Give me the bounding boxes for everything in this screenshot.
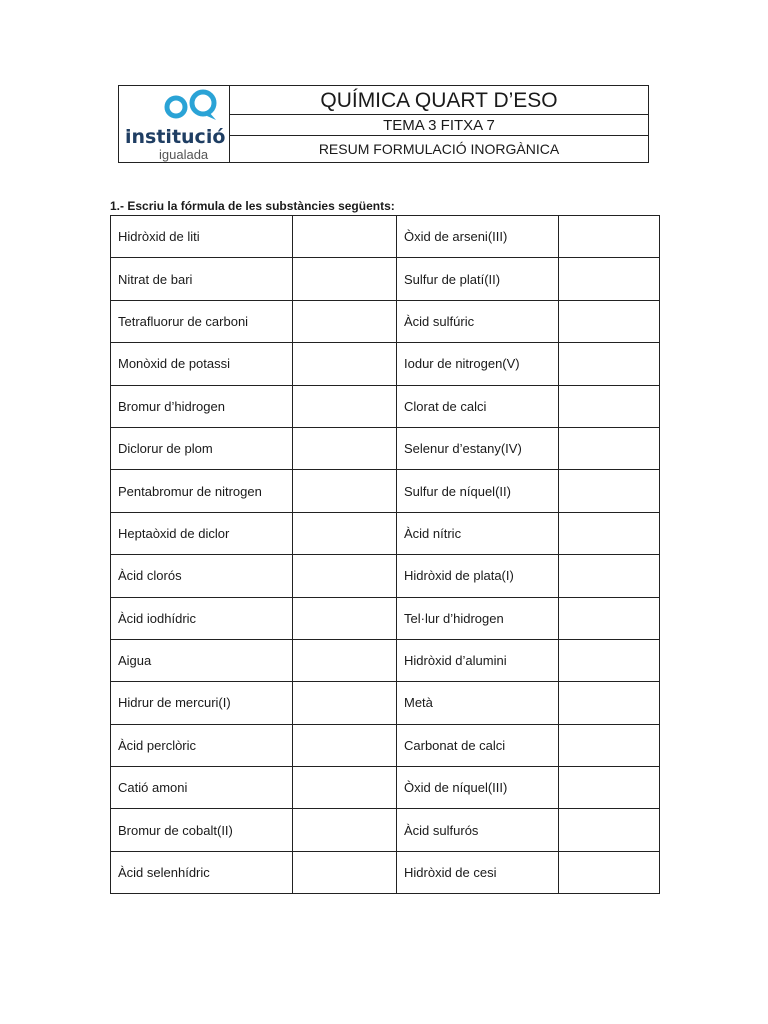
- substance-name-right: Iodur de nitrogen(V): [397, 343, 559, 385]
- document-title: QUÍMICA QUART D’ESO: [230, 86, 648, 115]
- table-row: [111, 555, 660, 597]
- substance-name-left: Hidrur de mercuri(I): [111, 682, 293, 724]
- substance-name-right: Òxid de arseni(III): [397, 216, 559, 258]
- substance-name-left: Hidròxid de liti: [111, 216, 293, 258]
- substance-name-left: Àcid iodhídric: [111, 597, 293, 639]
- title-block: [230, 86, 648, 162]
- formula-table: [110, 215, 660, 894]
- substance-name-right: Hidròxid d’alumini: [397, 639, 559, 681]
- question-text: 1.- Escriu la fórmula de les substàncies següents:: [110, 199, 395, 213]
- substance-name-left: Aigua: [111, 639, 293, 681]
- substance-name-right: Àcid sulfurós: [397, 809, 559, 851]
- document-topic: RESUM FORMULACIÓ INORGÀNICA: [318, 141, 560, 157]
- substance-name-right: Tel·lur d’hidrogen: [397, 597, 559, 639]
- formula-answer-right[interactable]: [559, 258, 660, 300]
- logo-wordmark: institució: [125, 126, 226, 148]
- formula-answer-left[interactable]: [293, 767, 397, 809]
- substance-name-left: Nitrat de bari: [111, 258, 293, 300]
- substance-name-left: Àcid selenhídric: [111, 851, 293, 893]
- formula-answer-right[interactable]: [559, 216, 660, 258]
- formula-answer-left[interactable]: [293, 682, 397, 724]
- table-row: [111, 682, 660, 724]
- table-row: [111, 597, 660, 639]
- substance-name-right: Sulfur de platí(II): [397, 258, 559, 300]
- formula-answer-right[interactable]: [559, 682, 660, 724]
- formula-answer-right[interactable]: [559, 851, 660, 893]
- formula-answer-left[interactable]: [293, 809, 397, 851]
- formula-answer-right[interactable]: [559, 555, 660, 597]
- logo: [119, 86, 230, 162]
- substance-name-left: Diclorur de plom: [111, 427, 293, 469]
- substance-name-right: Òxid de níquel(III): [397, 767, 559, 809]
- table-row: [111, 470, 660, 512]
- formula-answer-left[interactable]: [293, 470, 397, 512]
- formula-answer-right[interactable]: [559, 767, 660, 809]
- substance-name-right: Clorat de calci: [397, 385, 559, 427]
- formula-answer-right[interactable]: [559, 343, 660, 385]
- table-row: [111, 427, 660, 469]
- substance-name-left: Àcid perclòric: [111, 724, 293, 766]
- formula-answer-left[interactable]: [293, 300, 397, 342]
- formula-answer-right[interactable]: [559, 470, 660, 512]
- substance-name-right: Àcid sulfúric: [397, 300, 559, 342]
- formula-answer-left[interactable]: [293, 216, 397, 258]
- worksheet-header: [118, 85, 649, 163]
- table-row: [111, 300, 660, 342]
- table-row: [111, 258, 660, 300]
- substance-name-right: Carbonat de calci: [397, 724, 559, 766]
- substance-name-left: Àcid clorós: [111, 555, 293, 597]
- table-row: [111, 809, 660, 851]
- formula-answer-left[interactable]: [293, 385, 397, 427]
- formula-answer-left[interactable]: [293, 851, 397, 893]
- formula-answer-left[interactable]: [293, 555, 397, 597]
- substance-name-right: Sulfur de níquel(II): [397, 470, 559, 512]
- table-row: [111, 851, 660, 893]
- substance-name-left: Bromur d’hidrogen: [111, 385, 293, 427]
- substance-name-left: Bromur de cobalt(II): [111, 809, 293, 851]
- formula-answer-left[interactable]: [293, 512, 397, 554]
- substance-name-right: Àcid nítric: [397, 512, 559, 554]
- table-row: [111, 385, 660, 427]
- table-row: [111, 343, 660, 385]
- substance-name-left: Monòxid de potassi: [111, 343, 293, 385]
- formula-answer-left[interactable]: [293, 597, 397, 639]
- formula-answer-left[interactable]: [293, 427, 397, 469]
- formula-answer-right[interactable]: [559, 724, 660, 766]
- table-row: [111, 216, 660, 258]
- substance-name-left: Pentabromur de nitrogen: [111, 470, 293, 512]
- formula-answer-right[interactable]: [559, 597, 660, 639]
- substance-name-right: Hidròxid de cesi: [397, 851, 559, 893]
- formula-answer-right[interactable]: [559, 427, 660, 469]
- document-subtitle: TEMA 3 FITXA 7: [230, 115, 648, 136]
- substance-name-left: Catió amoni: [111, 767, 293, 809]
- formula-answer-left[interactable]: [293, 343, 397, 385]
- formula-answer-right[interactable]: [559, 512, 660, 554]
- table-row: [111, 724, 660, 766]
- logo-subtext: igualada: [159, 147, 209, 162]
- formula-answer-right[interactable]: [559, 300, 660, 342]
- table-row: [111, 512, 660, 554]
- substance-name-left: Tetrafluorur de carboni: [111, 300, 293, 342]
- formula-answer-left[interactable]: [293, 258, 397, 300]
- formula-answer-right[interactable]: [559, 809, 660, 851]
- substance-name-left: Heptaòxid de diclor: [111, 512, 293, 554]
- formula-answer-right[interactable]: [559, 639, 660, 681]
- formula-answer-right[interactable]: [559, 385, 660, 427]
- table-row: [111, 767, 660, 809]
- table-row: [111, 639, 660, 681]
- formula-answer-left[interactable]: [293, 724, 397, 766]
- substance-name-right: Selenur d’estany(IV): [397, 427, 559, 469]
- formula-answer-left[interactable]: [293, 639, 397, 681]
- substance-name-right: Hidròxid de plata(I): [397, 555, 559, 597]
- substance-name-right: Metà: [397, 682, 559, 724]
